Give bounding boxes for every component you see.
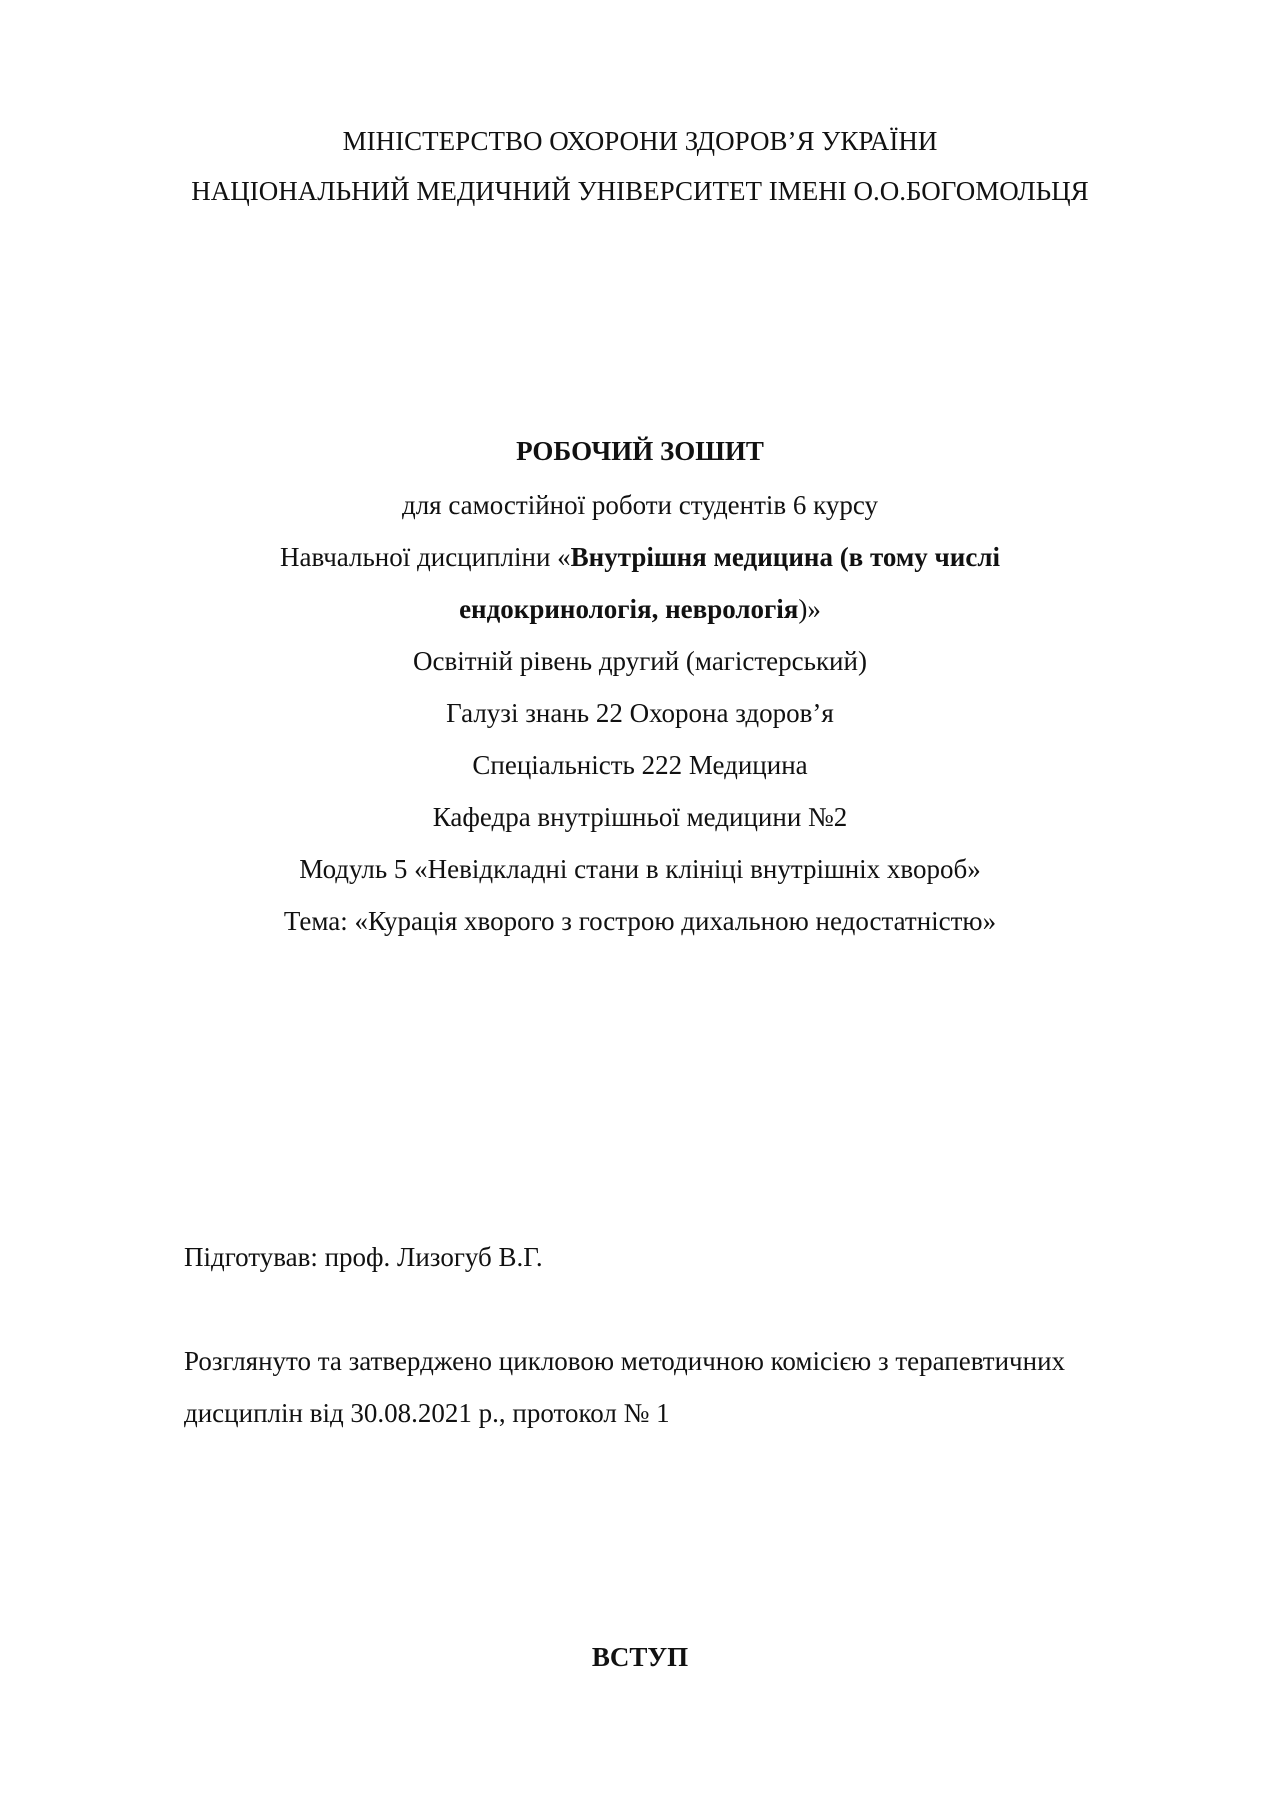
prepared-by: Підготував: проф. Лизогуб В.Г. (184, 1242, 543, 1272)
knowledge-field: Галузі знань 22 Охорона здоров’я (446, 698, 834, 728)
discipline-line-2 (0, 592, 1280, 626)
topic: Тема: «Курація хворого з гострою дихальною недостатністю» (283, 906, 997, 936)
intro-heading-text: ВСТУП (591, 1642, 689, 1672)
document-subtitle: для самостійної роботи студентів 6 курсу (401, 490, 879, 520)
department: Кафедра внутрішньої медицини №2 (432, 802, 848, 832)
discipline-name-part-1: Внутрішня медицина (в тому числі (570, 542, 1000, 572)
discipline-prefix: Навчальної дисципліни « (280, 542, 571, 572)
intro-heading (0, 1640, 1280, 1674)
approval-line-1: Розглянуто та затверджено цикловою методичною комісією з терапевтичних (184, 1346, 1066, 1376)
ministry-name: МІНІСТЕРСТВО ОХОРОНИ ЗДОРОВ’Я УКРАЇНИ (342, 126, 938, 156)
specialty: Спеціальність 222 Медицина (472, 750, 808, 780)
discipline-suffix: )» (798, 594, 821, 624)
module: Модуль 5 «Невідкладні стани в клініці внутрішніх хвороб» (299, 854, 981, 884)
approval-line-2: дисциплін від 30.08.2021 р., протокол № 1 (184, 1398, 670, 1428)
education-level: Освітній рівень другий (магістерський) (413, 646, 867, 676)
document-title-text: РОБОЧИЙ ЗОШИТ (516, 436, 764, 466)
document-title (0, 434, 1280, 468)
discipline-name-part-2: ендокринологія, неврологія (459, 594, 799, 624)
discipline-line-1 (0, 540, 1280, 574)
university-name: НАЦІОНАЛЬНИЙ МЕДИЧНИЙ УНІВЕРСИТЕТ ІМЕНІ О.О.БОГОМОЛЬЦЯ (191, 176, 1089, 206)
